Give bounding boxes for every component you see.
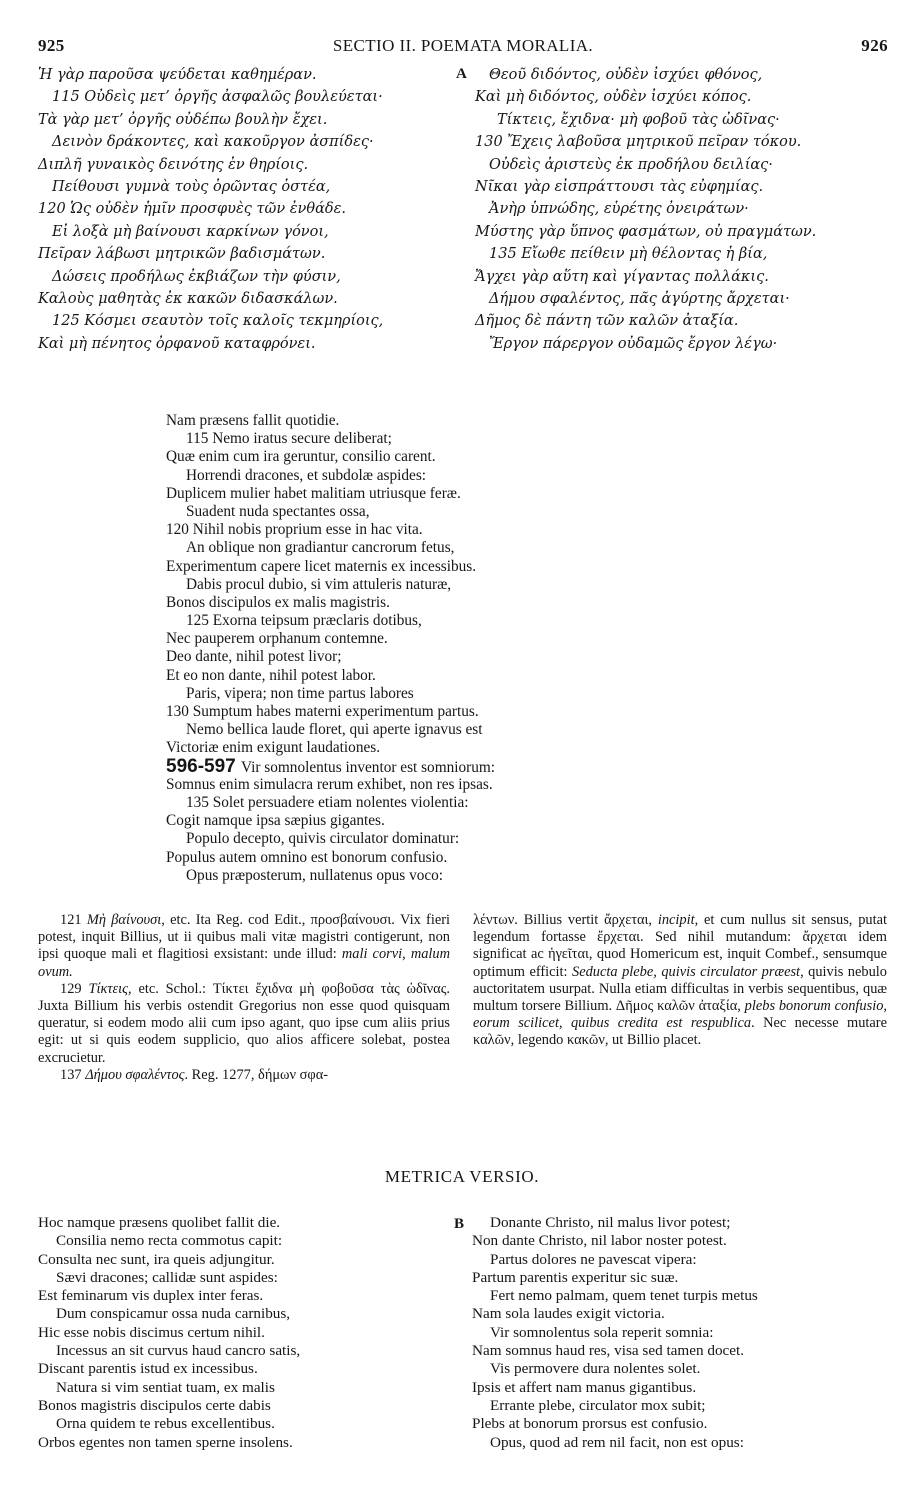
greek-verse-line [38, 333, 440, 355]
latin-verse-line [166, 521, 766, 539]
metrica-verse-line [38, 1415, 438, 1433]
latin-verse-line-text: Duplicem mulier habet malitiam utriusque feræ. [166, 484, 461, 502]
latin-verse-line-text: Nec pauperem orphanum contemne. [166, 630, 388, 648]
metrica-verse-line-text: Vir somnolentus sola reperit somnia: [490, 1323, 714, 1341]
metrica-verse-line-text: Dum conspicamur ossa nuda carnibus, [56, 1305, 291, 1323]
greek-verse-line-text: 135 Εἴωθε πείθειν μὴ θέλοντας ἡ βία, [489, 246, 768, 263]
greek-verse-line [38, 243, 440, 265]
metrica-verse-line [38, 1305, 438, 1323]
footnote-text: 121 [60, 912, 87, 928]
latin-verse-line-text: Nam præsens fallit quotidie. [166, 412, 340, 429]
greek-verse-line [475, 176, 885, 198]
metrica-verse-line [38, 1287, 438, 1305]
footnote-text: Τίκτεις [88, 980, 129, 997]
latin-translation [166, 412, 766, 885]
latin-verse-line [166, 503, 766, 521]
metrica-verse-line [38, 1397, 438, 1415]
latin-verse-line [166, 830, 766, 848]
footnote-text: , quivis nebulo auctoritatem usurpat. Nulla etiam difficultas in verbis sequentibus, quæ multum torsere Billium. Δῆμος καλῶν ἀταξία, [473, 963, 887, 1015]
metrica-verse-line [472, 1269, 892, 1287]
footnote-paragraph [38, 1067, 450, 1084]
footnote-text: Seducta plebe, quivis circulator præest [572, 963, 801, 980]
metrica-verse-line-text: Sævi dracones; callidæ sunt aspides: [56, 1268, 278, 1286]
greek-verse-line-text: Νῖκαι γὰρ εἰσπράττουσι τὰς εὐφημίας. [475, 178, 764, 195]
greek-verse-line [475, 198, 885, 220]
latin-verse-line-text: Experimentum capere licet maternis ex incessibus. [166, 557, 477, 575]
latin-verse-line [166, 812, 766, 830]
metrica-verse-line [472, 1360, 892, 1378]
greek-verse-line-text: Ἡ γὰρ παροῦσα ψεύδεται καθημέραν. [38, 67, 317, 83]
footnote-text: , etc. Ita Reg. cod Edit., προσβαίνουσι. Vix fieri potest, inquit Billius, ut ii quibus mali vitæ magistri contigerunt, non ipsi quoque mali et flagitiosi exsistant: unde illud: [38, 912, 450, 963]
latin-verse-line-text: 115 Nemo iratus secure deliberat; [186, 430, 392, 448]
greek-verse-line-text: Καὶ μὴ πένητος ὀρφανοῦ καταφρόνει. [38, 335, 316, 352]
greek-verse-line-text: 125 Κόσμει σεαυτὸν τοῖς καλοῖς τεκμηρίοις, [52, 313, 384, 330]
greek-verse-line-text: Δῆμος δὲ πάντη τῶν καλῶν ἀταξία. [475, 313, 739, 330]
metrica-verse-line-text: Errante plebe, circulator mox subit; [490, 1396, 706, 1414]
greek-verse-line-text: Ἄγχει γὰρ αὕτη καὶ γίγαντας πολλάκις. [475, 268, 769, 285]
metrica-verse-line-text: Bonos magistris discipulos certe dabis [38, 1396, 271, 1414]
metrica-verse-line [472, 1251, 892, 1269]
latin-verse-line-text: Bonos discipulos ex malis magistris. [166, 593, 390, 611]
greek-verse-line [475, 243, 885, 265]
greek-verse-line-text: 115 Οὐδεὶς μετ’ ὀργῆς ἀσφαλῶς βουλεύεται· [52, 89, 383, 106]
metrica-verse-line [38, 1232, 438, 1250]
latin-verse-line [166, 612, 766, 630]
footnote-text: Δήμου σφαλέντος [85, 1066, 185, 1083]
greek-verse-line-text: Τίκτεις, ἔχιδνα· μὴ φοβοῦ τὰς ὠδῖνας· [497, 111, 780, 128]
greek-verse-line [475, 221, 885, 243]
metrica-verse-line [472, 1434, 892, 1452]
footnote-paragraph [38, 981, 450, 1067]
greek-verse-line [475, 333, 885, 355]
latin-verse-line [166, 648, 766, 666]
metrica-verse-line-text: Orna quidem te rebus excellentibus. [56, 1415, 275, 1433]
latin-verse-line-text: 125 Exorna teipsum præclaris dotibus, [186, 612, 422, 630]
latin-verse-line [166, 776, 766, 794]
greek-verse-line-text: Πείθουσι γυμνὰ τοὺς ὁρῶντας ὀστέα, [52, 178, 331, 195]
footnote-text: mali corvi, malum ovum. [38, 946, 450, 980]
latin-verse-line [166, 630, 766, 648]
greek-verse-line-text: Καλοὺς μαθητὰς ἐκ κακῶν διδασκάλων. [38, 290, 338, 307]
footnotes-right-column [473, 912, 887, 1050]
latin-verse-line [166, 467, 766, 485]
latin-verse-line [166, 794, 766, 812]
latin-verse-line [166, 721, 766, 739]
latin-verse-line [166, 576, 766, 594]
metrica-verse-line-text: Consilia nemo recta commotus capit: [56, 1232, 283, 1250]
greek-verse-line-text: Δώσεις προδήλως ἐκβιάζων τὴν φύσιν, [52, 268, 341, 285]
metrica-verse-line-text: Plebs at bonorum prorsus est confusio. [472, 1415, 708, 1433]
metrica-verse-line [472, 1415, 892, 1433]
greek-verse-line [38, 198, 440, 220]
metrica-versio-left-column [38, 1214, 438, 1452]
latin-verse-line-text: Somnus enim simulacra rerum exhibet, non res ipsas. [166, 775, 493, 793]
greek-verse-line [38, 109, 440, 131]
metrica-verse-line [38, 1360, 438, 1378]
page-number-left: 925 [38, 36, 65, 55]
greek-verse-line [475, 310, 885, 332]
latin-verse-line-text: Paris, vipera; non time partus labores [186, 684, 414, 702]
metrica-verse-line-text: Partus dolores ne pavescat vipera: [490, 1250, 697, 1268]
latin-verse-line [166, 430, 766, 448]
latin-verse-line [166, 739, 766, 757]
metrica-verse-line-text: Natura si vim sentiat tuam, ex malis [56, 1378, 275, 1396]
latin-verse-line [166, 867, 766, 885]
greek-verse-line-text: Οὐδεὶς ἀριστεὺς ἐκ προδήλου δειλίας· [489, 156, 773, 173]
greek-verse-line [38, 86, 440, 108]
metrica-verse-line [38, 1342, 438, 1360]
metrica-verse-line-text: Incessus an sit curvus haud cancro satis, [56, 1342, 301, 1360]
metrica-verse-line [38, 1269, 438, 1287]
metrica-verse-line [38, 1324, 438, 1342]
metrica-verse-line [472, 1324, 892, 1342]
column-marker-a: A [456, 66, 467, 82]
greek-verse-line [38, 64, 440, 86]
latin-verse-line [166, 594, 766, 612]
footnote-text: incipit [657, 912, 695, 928]
latin-verse-line-text: Populus autem omnino est bonorum confusio. [166, 848, 448, 866]
footnote-paragraph [473, 912, 887, 1050]
metrica-verse-line-text: Nam sola laudes exigit victoria. [472, 1305, 665, 1323]
column-marker-b: B [454, 1216, 465, 1232]
latin-verse-line-text: An oblique non gradiantur cancrorum fetus, [186, 539, 455, 557]
greek-text-left-column [38, 64, 440, 355]
greek-verse-line-text: Καὶ μὴ διδόντος, οὐδὲν ἰσχύει κόπος. [475, 89, 752, 106]
greek-verse-line [475, 266, 885, 288]
footnote-text: Μὴ βαίνουσι [86, 912, 162, 928]
latin-verse-line [166, 667, 766, 685]
latin-verse-line [166, 703, 766, 721]
latin-verse-line-text: Victoriæ enim exigunt laudationes. [166, 739, 381, 757]
metrica-verse-line [38, 1251, 438, 1269]
page-number-right: 926 [861, 36, 888, 55]
metrica-verse-line [472, 1342, 892, 1360]
metrica-verse-line-text: Opus, quod ad rem nil facit, non est opus: [490, 1433, 744, 1451]
metrica-verse-line-text: Ipsis et affert nam manus gigantibus. [472, 1378, 697, 1396]
latin-verse-line-text: 120 Nihil nobis proprium esse in hac vita. [166, 521, 423, 539]
greek-verse-line [38, 176, 440, 198]
footnote-text: . Reg. 1277, δήμων σφα- [184, 1066, 329, 1083]
greek-verse-line-text: Μύστης γὰρ ὕπνος φασμάτων, οὐ πραγμάτων. [475, 223, 817, 240]
metrica-verse-line-text: Discant parentis istud ex incessibus. [38, 1360, 258, 1378]
metrica-verse-line [472, 1379, 892, 1397]
metrica-verse-line-text: Donante Christo, nil malus livor potest; [490, 1214, 731, 1231]
latin-verse-line-text: Opus præposterum, nullatenus opus voco: [186, 866, 444, 884]
footnote-text: . Nec necesse mutare καλῶν, legendo κακῶν, ut Billio placet. [473, 1015, 887, 1049]
metrica-verse-line-text: Nam somnus haud res, visa sed tamen docet. [472, 1342, 745, 1360]
metrica-verse-line-text: Hic esse nobis discimus certum nihil. [38, 1323, 265, 1341]
latin-verse-line-text: Quæ enim cum ira geruntur, consilio carent. [166, 448, 436, 466]
latin-verse-line [166, 849, 766, 867]
greek-verse-line-text: Πεῖραν λάβωσι μητρικῶν βαδισμάτων. [38, 246, 326, 263]
latin-verse-line-text: 135 Solet persuadere etiam nolentes violentia: [186, 793, 469, 811]
metrica-verse-line [38, 1379, 438, 1397]
greek-verse-line-text: Εἰ λοξὰ μὴ βαίνουσι καρκίνων γόνοι, [52, 223, 329, 240]
metrica-verse-line [472, 1305, 892, 1323]
latin-verse-line-text: Vir somnolentus inventor est somniorum: [241, 758, 496, 776]
footnote-text: λέντων. Billius vertit ἄρχεται, [473, 912, 658, 928]
metrica-verse-line-text: Partum parentis experitur sic suæ. [472, 1268, 679, 1286]
greek-verse-line-text: Ἀνὴρ ὑπνώδης, εὑρέτης ὀνειράτων· [489, 201, 749, 218]
metrica-verse-line [472, 1214, 892, 1232]
greek-verse-line [475, 131, 885, 153]
latin-verse-line-text: Populo decepto, quivis circulator dominatur: [186, 830, 460, 848]
greek-verse-line-text: Δήμου σφαλέντος, πᾶς ἀγύρτης ἄρχεται· [489, 290, 790, 307]
metrica-verse-line-text: Hoc namque præsens quolibet fallit die. [38, 1214, 281, 1231]
metrica-verse-line [472, 1397, 892, 1415]
latin-verse-line-text: Deo dante, nihil potest livor; [166, 648, 342, 666]
latin-verse-line-text: Et eo non dante, nihil potest labor. [166, 666, 376, 684]
greek-verse-line [38, 131, 440, 153]
migne-column-number: 596-597 [166, 755, 242, 777]
running-header [38, 36, 888, 58]
latin-verse-line-text: Cogit namque ipsa sæpius gigantes. [166, 812, 385, 830]
greek-verse-line [38, 154, 440, 176]
greek-verse-line [38, 221, 440, 243]
footnote-text: plebs bonorum confusio, eorum scilicet, quibus credita est respublica [473, 998, 888, 1032]
greek-verse-line [475, 64, 885, 86]
metrica-verse-line-text: Fert nemo palmam, quem tenet turpis metus [490, 1287, 758, 1305]
metrica-verse-line-text: Orbos egentes non tamen sperne insolens. [38, 1433, 293, 1451]
latin-verse-line-text: Nemo bellica laude floret, qui aperte ignavus est [186, 721, 483, 739]
greek-verse-line-text: Δεινὸν δράκοντες, καὶ κακοῦργον ἀσπίδες· [52, 134, 374, 151]
metrica-verse-line [472, 1287, 892, 1305]
metrica-versio-right-column [472, 1214, 892, 1452]
latin-verse-line [166, 685, 766, 703]
greek-verse-line [475, 109, 885, 131]
greek-verse-line-text: Διπλῆ γυναικὸς δεινότης ἐν θηρίοις. [38, 156, 309, 173]
footnote-text: 129 [60, 980, 89, 997]
latin-verse-line [166, 485, 766, 503]
latin-verse-line [166, 539, 766, 557]
footnote-text: , et cum nullus sit sensus, putat legendum fortasse ἔρχεται. Sed nihil mutandum: ἄρχεται idem significat ac ἡγεῖται, quod Homericum est, inquit Combef., sensumque optimum efficit: [473, 912, 887, 980]
metrica-verse-line-text: Consulta nec sunt, ira queis adjungitur. [38, 1250, 275, 1268]
greek-verse-line-text: Τὰ γὰρ μετ’ ὀργῆς οὐδέπω βουλὴν ἔχει. [38, 111, 328, 128]
greek-verse-line [475, 154, 885, 176]
latin-verse-line-text: Suadent nuda spectantes ossa, [186, 502, 370, 520]
greek-verse-line-text: Θεοῦ διδόντος, οὐδὲν ἰσχύει φθόνος, [489, 67, 763, 83]
greek-verse-line [475, 86, 885, 108]
metrica-verse-line [38, 1214, 438, 1232]
greek-verse-line [38, 288, 440, 310]
greek-verse-line-text: 120 Ὡς οὐδὲν ἡμῖν προσφυὲς τῶν ἐνθάδε. [38, 201, 346, 218]
footnotes-left-column [38, 912, 450, 1084]
metrica-verse-line [38, 1434, 438, 1452]
latin-verse-line-text: 130 Sumptum habes materni experimentum partus. [166, 703, 479, 720]
metrica-verse-line [472, 1232, 892, 1250]
footnote-text: 137 [60, 1066, 86, 1083]
footnote-paragraph [38, 912, 450, 981]
greek-verse-line-text: Ἔργον πάρεργον οὐδαμῶς ἔργον λέγω· [489, 335, 778, 352]
latin-verse-line [166, 412, 766, 430]
metrica-versio-heading: METRICA VERSIO. [384, 1167, 540, 1186]
latin-verse-line [166, 558, 766, 576]
greek-verse-line [38, 310, 440, 332]
latin-verse-line-text: Dabis procul dubio, si vim attuleris naturæ, [186, 575, 452, 593]
latin-verse-line [166, 448, 766, 466]
metrica-verse-line-text: Vis permovere dura nolentes solet. [490, 1360, 701, 1378]
section-title: SECTIO II. POEMATA MORALIA. [332, 36, 594, 55]
greek-verse-line-text: 130 Ἔχεις λαβοῦσα μητρικοῦ πεῖραν τόκου. [475, 134, 802, 151]
footnote-text: , etc. Schol.: Τίκτει ἔχιδνα μὴ φοβοῦσα τὰς ὠδῖνας. Juxta Billium his verbis ostendit Gregorius non esse quod quisquam queratur, si eodem modo alii cum ipso agant, quo ipse cum aliis prius egit: ut si quis eodem supplicio, quo alios afficere solebat, postea excrucietur. [38, 980, 450, 1066]
metrica-verse-line-text: Est feminarum vis duplex inter feras. [38, 1287, 264, 1305]
greek-verse-line [475, 288, 885, 310]
latin-verse-line [166, 755, 766, 777]
greek-text-right-column [475, 64, 885, 355]
metrica-verse-line-text: Non dante Christo, nil labor noster potest. [472, 1232, 727, 1250]
greek-verse-line [38, 266, 440, 288]
latin-verse-line-text: Horrendi dracones, et subdolæ aspides: [186, 466, 427, 484]
